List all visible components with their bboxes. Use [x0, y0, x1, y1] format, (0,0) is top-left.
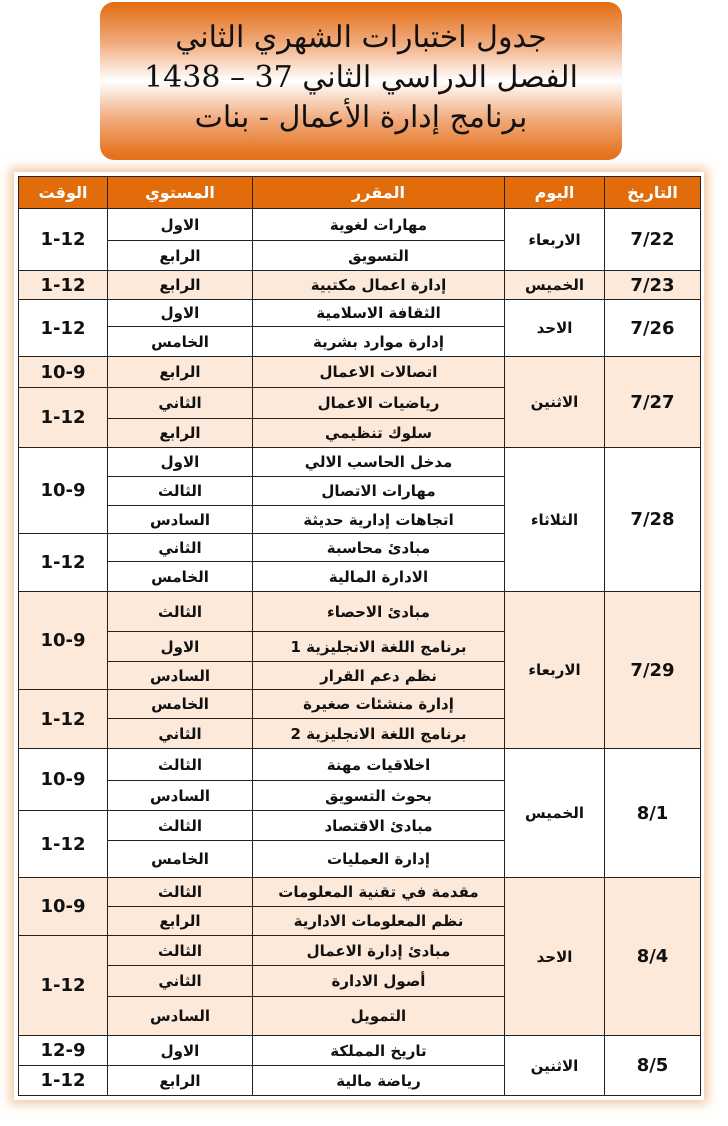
header-time: الوقت	[19, 177, 108, 209]
time-cell: 1-12	[19, 1066, 108, 1096]
level-cell: الرابع	[108, 419, 253, 448]
course-cell: مهارات لغوية	[253, 209, 505, 241]
level-cell: الاول	[108, 632, 253, 662]
course-cell: إدارة منشئات صغيرة	[253, 690, 505, 719]
course-cell: بحوث التسويق	[253, 781, 505, 811]
level-cell: الثاني	[108, 966, 253, 997]
date-cell: 7/26	[605, 300, 701, 357]
date-cell: 7/29	[605, 592, 701, 749]
level-cell: الرابع	[108, 1066, 253, 1096]
date-cell: 8/1	[605, 749, 701, 878]
time-cell: 1-12	[19, 388, 108, 448]
course-cell: التمويل	[253, 997, 505, 1036]
course-cell: مبادئ الاحصاء	[253, 592, 505, 632]
level-cell: الثاني	[108, 719, 253, 749]
level-cell: السادس	[108, 662, 253, 690]
course-cell: برنامج اللغة الانجليزية 1	[253, 632, 505, 662]
day-cell: الاثنين	[505, 357, 605, 448]
time-cell: 10-9	[19, 448, 108, 534]
table-row	[19, 1036, 701, 1066]
course-cell: تاريخ المملكة	[253, 1036, 505, 1066]
course-cell: الثقافة الاسلامية	[253, 300, 505, 327]
level-cell: الخامس	[108, 690, 253, 719]
level-cell: الرابع	[108, 271, 253, 300]
course-cell: أصول الادارة	[253, 966, 505, 997]
day-cell: الاربعاء	[505, 209, 605, 271]
title-banner	[100, 2, 622, 160]
level-cell: الاول	[108, 300, 253, 327]
level-cell: الاول	[108, 448, 253, 477]
time-cell: 1-12	[19, 811, 108, 878]
table-row	[19, 300, 701, 327]
level-cell: الرابع	[108, 907, 253, 936]
time-cell: 10-9	[19, 749, 108, 811]
level-cell: الاول	[108, 209, 253, 241]
date-cell: 7/27	[605, 357, 701, 448]
course-cell: رياضيات الاعمال	[253, 388, 505, 419]
table-row	[19, 749, 701, 781]
day-cell: الاثنين	[505, 1036, 605, 1096]
level-cell: الخامس	[108, 327, 253, 357]
course-cell: مهارات الاتصال	[253, 477, 505, 506]
course-cell: نظم دعم القرار	[253, 662, 505, 690]
title-line-3: برنامج إدارة الأعمال - بنات	[194, 100, 528, 135]
course-cell: مدخل الحاسب الالي	[253, 448, 505, 477]
level-cell: الثالث	[108, 749, 253, 781]
level-cell: الخامس	[108, 841, 253, 878]
time-cell: 1-12	[19, 300, 108, 357]
title-line-2: الفصل الدراسي الثاني 37 – 1438	[144, 60, 578, 95]
level-cell: الرابع	[108, 357, 253, 388]
table-row	[19, 592, 701, 632]
table-row	[19, 271, 701, 300]
date-cell: 8/4	[605, 878, 701, 1036]
level-cell: الثالث	[108, 936, 253, 966]
level-cell: الاول	[108, 1036, 253, 1066]
level-cell: السادس	[108, 506, 253, 534]
level-cell: الثالث	[108, 592, 253, 632]
time-cell: 10-9	[19, 357, 108, 388]
table-row	[19, 357, 701, 388]
date-cell: 7/22	[605, 209, 701, 271]
day-cell: الخميس	[505, 271, 605, 300]
course-cell: مقدمة في تقنية المعلومات	[253, 878, 505, 907]
header-date: التاريخ	[605, 177, 701, 209]
day-cell: الاحد	[505, 300, 605, 357]
course-cell: الادارة المالية	[253, 562, 505, 592]
day-cell: الخميس	[505, 749, 605, 878]
course-cell: إدارة العمليات	[253, 841, 505, 878]
level-cell: الثالث	[108, 811, 253, 841]
time-cell: 10-9	[19, 592, 108, 690]
date-cell: 7/28	[605, 448, 701, 592]
time-cell: 10-9	[19, 878, 108, 936]
time-cell: 1-12	[19, 271, 108, 300]
level-cell: السادس	[108, 997, 253, 1036]
header-course: المقرر	[253, 177, 505, 209]
day-cell: الاربعاء	[505, 592, 605, 749]
date-cell: 8/5	[605, 1036, 701, 1096]
time-cell: 1-12	[19, 936, 108, 1036]
course-cell: مبادئ محاسبة	[253, 534, 505, 562]
title-line-1: جدول اختبارات الشهري الثاني	[175, 20, 547, 55]
table-row	[19, 878, 701, 907]
exam-schedule-table	[18, 176, 701, 1096]
course-cell: مبادئ الاقتصاد	[253, 811, 505, 841]
course-cell: سلوك تنظيمي	[253, 419, 505, 448]
course-cell: مبادئ إدارة الاعمال	[253, 936, 505, 966]
course-cell: نظم المعلومات الادارية	[253, 907, 505, 936]
level-cell: الثاني	[108, 388, 253, 419]
course-cell: اخلاقيات مهنة	[253, 749, 505, 781]
day-cell: الاحد	[505, 878, 605, 1036]
time-cell: 1-12	[19, 209, 108, 271]
time-cell: 1-12	[19, 534, 108, 592]
course-cell: اتصالات الاعمال	[253, 357, 505, 388]
schedule-body	[19, 209, 701, 1096]
course-cell: إدارة اعمال مكتبية	[253, 271, 505, 300]
course-cell: التسويق	[253, 241, 505, 271]
course-cell: إدارة موارد بشرية	[253, 327, 505, 357]
table-row	[19, 448, 701, 477]
header-row	[19, 177, 701, 209]
course-cell: برنامج اللغة الانجليزية 2	[253, 719, 505, 749]
date-cell: 7/23	[605, 271, 701, 300]
level-cell: الخامس	[108, 562, 253, 592]
level-cell: السادس	[108, 781, 253, 811]
header-level: المستوي	[108, 177, 253, 209]
level-cell: الثاني	[108, 534, 253, 562]
day-cell: الثلاثاء	[505, 448, 605, 592]
level-cell: الثالث	[108, 477, 253, 506]
time-cell: 1-12	[19, 690, 108, 749]
level-cell: الرابع	[108, 241, 253, 271]
course-cell: اتجاهات إدارية حديثة	[253, 506, 505, 534]
course-cell: رياضة مالية	[253, 1066, 505, 1096]
header-day: اليوم	[505, 177, 605, 209]
time-cell: 12-9	[19, 1036, 108, 1066]
level-cell: الثالث	[108, 878, 253, 907]
table-row	[19, 209, 701, 241]
